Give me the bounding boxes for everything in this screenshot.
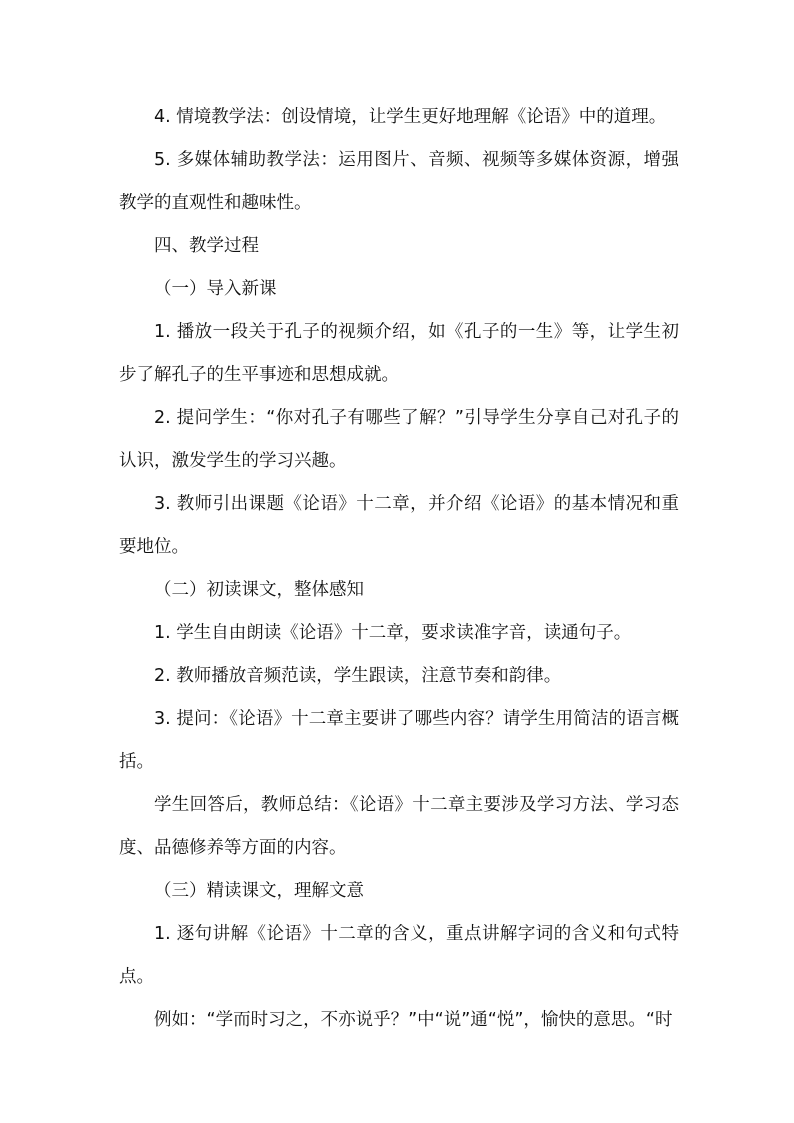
paragraph-first-reading-2: 2. 教师播放音频范读，学生跟读，注意节奏和韵律。 (154, 666, 562, 686)
paragraph-intro-3: 3. 教师引出课题《论语》十二章，并介绍《论语》的基本情况和重要地位。 (119, 494, 679, 557)
paragraph-intro-1: 1. 播放一段关于孔子的视频介绍，如《孔子的一生》等，让学生初步了解孔子的生平事迹和思想成就。 (119, 322, 679, 385)
subsection-heading-close-reading: （三）精读课文，理解文意 (154, 881, 364, 901)
paragraph-method-5: 5. 多媒体辅助教学法：运用图片、音频、视频等多媒体资源，增强教学的直观性和趣味性。 (119, 150, 679, 213)
paragraph-example: 例如：“学而时习之，不亦说乎？”中“说”通“悦”，愉快的意思。“时 (154, 1010, 673, 1030)
section-heading-teaching-process: 四、教学过程 (154, 236, 259, 256)
subsection-heading-first-reading: （二）初读课文，整体感知 (154, 580, 364, 600)
paragraph-teacher-summary: 学生回答后，教师总结：《论语》十二章主要涉及学习方法、学习态度、品德修养等方面的内容。 (119, 795, 679, 858)
document-body (119, 96, 679, 1042)
paragraph-first-reading-1: 1. 学生自由朗读《论语》十二章，要求读准字音，读通句子。 (154, 623, 632, 643)
paragraph-close-reading-1: 1. 逐句讲解《论语》十二章的含义，重点讲解字词的含义和句式特点。 (119, 924, 679, 987)
paragraph-intro-2: 2. 提问学生：“你对孔子有哪些了解？”引导学生分享自己对孔子的认识，激发学生的学习兴趣。 (119, 408, 679, 471)
paragraph-first-reading-3: 3. 提问：《论语》十二章主要讲了哪些内容？请学生用简洁的语言概括。 (119, 709, 679, 772)
paragraph-method-4: 4. 情境教学法：创设情境，让学生更好地理解《论语》中的道理。 (154, 107, 667, 127)
subsection-heading-intro: （一）导入新课 (154, 279, 277, 299)
